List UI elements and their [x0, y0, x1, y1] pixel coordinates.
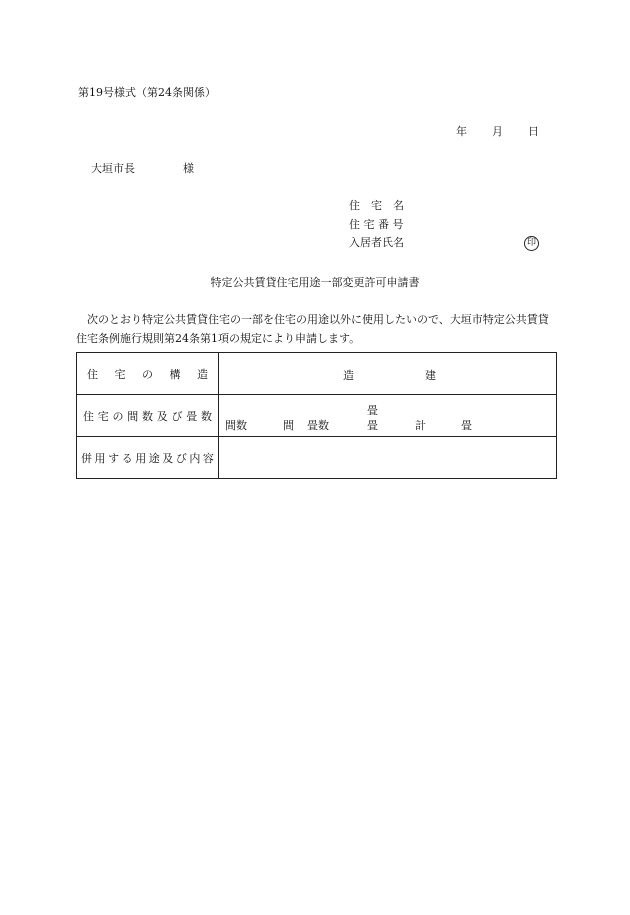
label-char: 及 [162, 451, 174, 465]
label-char: び [175, 451, 187, 465]
label-char: 併 [81, 451, 92, 465]
usage-label [77, 437, 219, 479]
date-day-label: 日 [528, 125, 539, 138]
label-char: び [171, 409, 183, 423]
tatami-unit-label: 畳 [367, 419, 378, 432]
label-char: 容 [202, 451, 214, 465]
rooms-label [77, 395, 219, 437]
applicant-housing-name-row [349, 197, 419, 216]
tatami-count-label: 畳数 [307, 419, 329, 432]
seal-mark: 印 [524, 236, 539, 251]
application-statement: 次のとおり特定公共賃貸住宅の一部を住宅の用途以外に使用したいので、大垣市特定公共賃貸住宅条例施行規則第24条第1項の規定により申請します。 [76, 313, 549, 345]
label-char: 構 [169, 367, 181, 381]
label-char: 及 [156, 409, 168, 423]
form-number: 第19号様式（第24条関係） [78, 86, 216, 99]
applicant-housing-number-row [349, 216, 419, 235]
total-label: 計 [415, 419, 426, 432]
structure-date-label: 建 [425, 369, 436, 382]
table-row-rooms [77, 395, 557, 437]
applicant-resident-name-row [349, 234, 419, 253]
usage-value[interactable] [219, 437, 557, 479]
housing-number-label: 住 宅 番 号 [349, 217, 404, 231]
label-char: 数 [201, 409, 212, 423]
structure-value[interactable] [219, 353, 557, 395]
label-char: 用 [94, 451, 106, 465]
label-char: 住 [83, 409, 94, 423]
addressee-honorific: 様 [183, 162, 194, 175]
rooms-value[interactable] [219, 395, 557, 437]
label-char: す [108, 451, 120, 465]
structure-zo-label: 造 [343, 369, 354, 382]
label-char: 内 [189, 451, 201, 465]
addressee [91, 160, 194, 176]
label-char: の [142, 367, 153, 381]
resident-name-label: 入居者氏名 [349, 236, 404, 249]
tatami-top-unit: 畳 [367, 404, 378, 417]
label-char: 数 [142, 409, 153, 423]
table-row-structure [77, 353, 557, 395]
label-char: 間 [127, 409, 139, 423]
label-char: 造 [197, 367, 208, 381]
housing-name-label: 住 宅 名 [349, 199, 404, 212]
label-char: の [112, 409, 124, 423]
label-char: る [121, 451, 133, 465]
room-unit-label: 間 [283, 419, 294, 432]
total-tatami-unit-label: 畳 [461, 419, 472, 432]
applicant-block [349, 197, 419, 253]
date-month-label: 月 [492, 125, 503, 138]
date-year-label: 年 [456, 125, 467, 138]
room-count-label: 間数 [225, 419, 247, 432]
label-char: 宅 [97, 409, 109, 423]
label-char: 畳 [186, 409, 198, 423]
label-char: 住 [87, 367, 98, 381]
label-char: 用 [135, 451, 147, 465]
label-char: 宅 [114, 367, 126, 381]
structure-label [77, 353, 219, 395]
table-row-usage [77, 437, 557, 479]
label-char: 途 [148, 451, 160, 465]
application-table [76, 352, 557, 479]
document-title: 特定公共賃貸住宅用途一部変更許可申請書 [210, 276, 420, 289]
addressee-name: 大垣市長 [91, 162, 135, 175]
